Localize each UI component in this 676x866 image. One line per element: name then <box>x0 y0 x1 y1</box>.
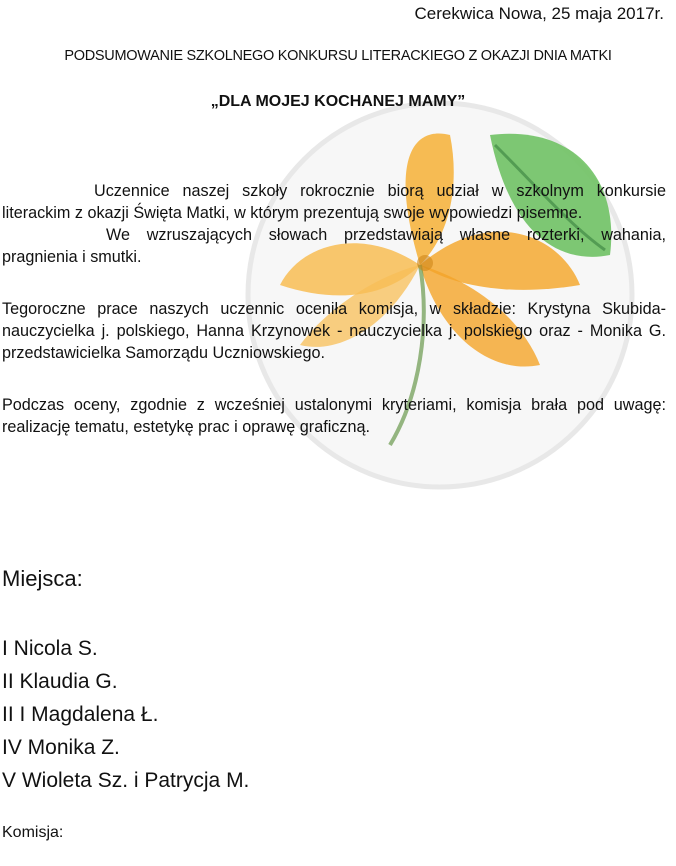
paragraph-committee: Tegoroczne prace naszych uczennic oceniła komisja, w składzie: Krystyna Skubida-nauczycielka j. polskiego, Hanna Krzynowek - nauczycielka j. polskiego oraz - Monika G. przedstawicielka Samorządu Uczniowskiego. <box>2 300 666 362</box>
places-list <box>2 632 249 797</box>
paragraph-emotions: We wzruszających słowach przedstawiają własne rozterki, wahania, pragnienia i smutki. <box>2 226 666 266</box>
place-item: II Klaudia G. <box>2 670 118 693</box>
places-heading: Miejsca: <box>2 566 83 591</box>
date-line: Cerekwica Nowa, 25 maja 2017r. <box>414 4 664 23</box>
contest-title: „DLA MOJEJ KOCHANEJ MAMY” <box>210 93 466 110</box>
paragraph-intro: Uczennice naszej szkoły rokrocznie biorą udział w szkolnym konkursie literackim z okazji Święta Matki, w którym prezentują swoje wypowiedzi pisemne. <box>2 182 666 222</box>
place-item: IV Monika Z. <box>2 736 120 759</box>
paragraph-criteria: Podczas oceny, zgodnie z wcześniej ustalonymi kryteriami, komisja brała pod uwagę: realizację tematu, estetykę prac i oprawę graficzną. <box>2 396 666 436</box>
place-item: I Nicola S. <box>2 637 98 660</box>
place-item: II I Magdalena Ł. <box>2 703 159 726</box>
document-heading: PODSUMOWANIE SZKOLNEGO KONKURSU LITERACKIEGO Z OKAZJI DNIA MATKI <box>64 48 612 64</box>
place-item: V Wioleta Sz. i Patrycja M. <box>2 769 250 792</box>
committee-label: Komisja: <box>2 824 64 841</box>
body-text <box>2 180 666 438</box>
